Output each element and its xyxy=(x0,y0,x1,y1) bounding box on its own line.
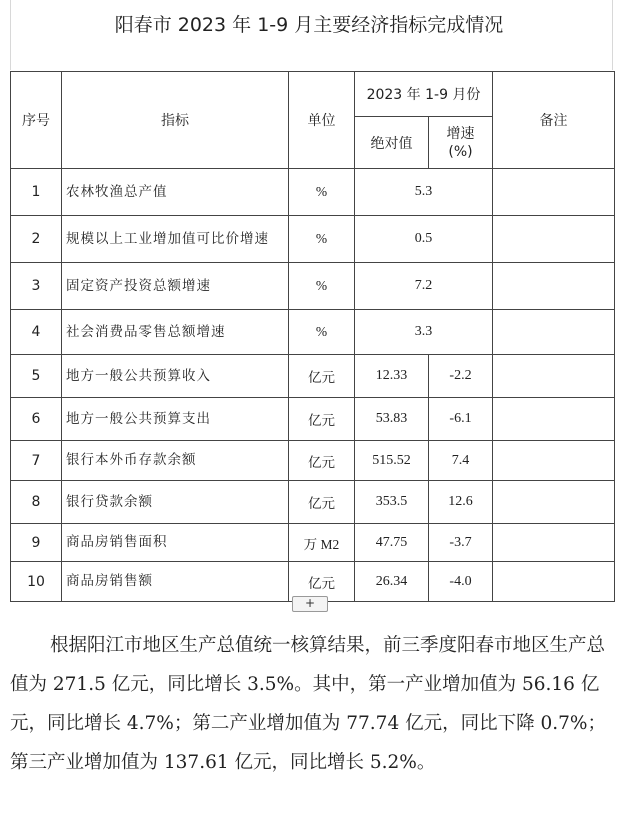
table-row xyxy=(11,441,615,481)
row-no: 4 xyxy=(11,310,62,355)
row-remarks xyxy=(493,441,615,481)
row-absolute: 53.83 xyxy=(355,398,429,441)
row-indicator: 商品房销售面积 xyxy=(62,524,289,562)
row-unit: 亿元 xyxy=(289,355,355,398)
row-no: 8 xyxy=(11,481,62,524)
row-unit: 亿元 xyxy=(289,398,355,441)
header-growth-line1: 增速 xyxy=(446,125,475,142)
header-growth-line2: (%) xyxy=(448,143,473,160)
row-no: 3 xyxy=(11,263,62,310)
table-row xyxy=(11,481,615,524)
row-indicator: 商品房销售额 xyxy=(62,562,289,602)
row-unit: % xyxy=(289,310,355,355)
row-growth: -2.2 xyxy=(429,355,493,398)
row-no: 10 xyxy=(11,562,62,602)
header-growth xyxy=(429,117,493,169)
table-row xyxy=(11,310,615,355)
header-period: 2023 年 1-9 月份 xyxy=(355,72,493,117)
row-indicator: 规模以上工业增加值可比价增速 xyxy=(62,216,289,263)
row-remarks xyxy=(493,355,615,398)
table-row xyxy=(11,398,615,441)
row-value-merged: 7.2 xyxy=(355,263,493,310)
row-no: 1 xyxy=(11,169,62,216)
row-remarks xyxy=(493,481,615,524)
row-growth: -4.0 xyxy=(429,562,493,602)
row-remarks xyxy=(493,524,615,562)
add-row-button[interactable]: + xyxy=(292,596,328,612)
row-absolute: 47.75 xyxy=(355,524,429,562)
header-indicator: 指标 xyxy=(62,72,289,169)
row-unit: % xyxy=(289,216,355,263)
header-row xyxy=(11,72,615,117)
row-value-merged: 5.3 xyxy=(355,169,493,216)
row-unit: 亿元 xyxy=(289,481,355,524)
row-unit: 亿元 xyxy=(289,441,355,481)
table-row xyxy=(11,216,615,263)
row-no: 2 xyxy=(11,216,62,263)
header-no: 序号 xyxy=(11,72,62,169)
row-remarks xyxy=(493,562,615,602)
row-indicator: 地方一般公共预算收入 xyxy=(62,355,289,398)
row-indicator: 农林牧渔总产值 xyxy=(62,169,289,216)
row-absolute: 12.33 xyxy=(355,355,429,398)
indicator-table xyxy=(10,71,615,602)
row-indicator: 银行本外币存款余额 xyxy=(62,441,289,481)
table-row xyxy=(11,524,615,562)
row-remarks xyxy=(493,310,615,355)
row-indicator: 地方一般公共预算支出 xyxy=(62,398,289,441)
row-growth: -6.1 xyxy=(429,398,493,441)
row-indicator: 固定资产投资总额增速 xyxy=(62,263,289,310)
table-row xyxy=(11,169,615,216)
summary-paragraph xyxy=(10,626,610,782)
row-unit: 亿元 xyxy=(289,562,355,602)
row-no: 6 xyxy=(11,398,62,441)
row-indicator: 社会消费品零售总额增速 xyxy=(62,310,289,355)
row-remarks xyxy=(493,263,615,310)
row-remarks xyxy=(493,216,615,263)
row-indicator: 银行贷款余额 xyxy=(62,481,289,524)
header-remarks: 备注 xyxy=(493,72,615,169)
row-no: 7 xyxy=(11,441,62,481)
row-absolute: 515.52 xyxy=(355,441,429,481)
row-remarks xyxy=(493,398,615,441)
row-value-merged: 0.5 xyxy=(355,216,493,263)
table-row xyxy=(11,263,615,310)
header-absolute: 绝对值 xyxy=(355,117,429,169)
row-value-merged: 3.3 xyxy=(355,310,493,355)
row-growth: 7.4 xyxy=(429,441,493,481)
row-no: 9 xyxy=(11,524,62,562)
paragraph-text: 根据阳江市地区生产总值统一核算结果，前三季度阳春市地区生产总值为 271.5 亿元，同比增长 3.5%。其中，第一产业增加值为 56.16 亿元，同比增长 4.7%；第二产业增加值为 77.74 亿元，同比下降 0.7%；第三产业增加值为 137.61 亿元，同比增长 5.2%。 xyxy=(10,635,606,773)
row-absolute: 26.34 xyxy=(355,562,429,602)
row-absolute: 353.5 xyxy=(355,481,429,524)
header-unit: 单位 xyxy=(289,72,355,169)
row-unit: % xyxy=(289,169,355,216)
table-row xyxy=(11,355,615,398)
row-unit: 万 M2 xyxy=(289,524,355,562)
page-title: 阳春市 2023 年 1-9 月主要经济指标完成情况 xyxy=(114,14,504,36)
row-no: 5 xyxy=(11,355,62,398)
row-remarks xyxy=(493,169,615,216)
row-unit: % xyxy=(289,263,355,310)
row-growth: 12.6 xyxy=(429,481,493,524)
row-growth: -3.7 xyxy=(429,524,493,562)
